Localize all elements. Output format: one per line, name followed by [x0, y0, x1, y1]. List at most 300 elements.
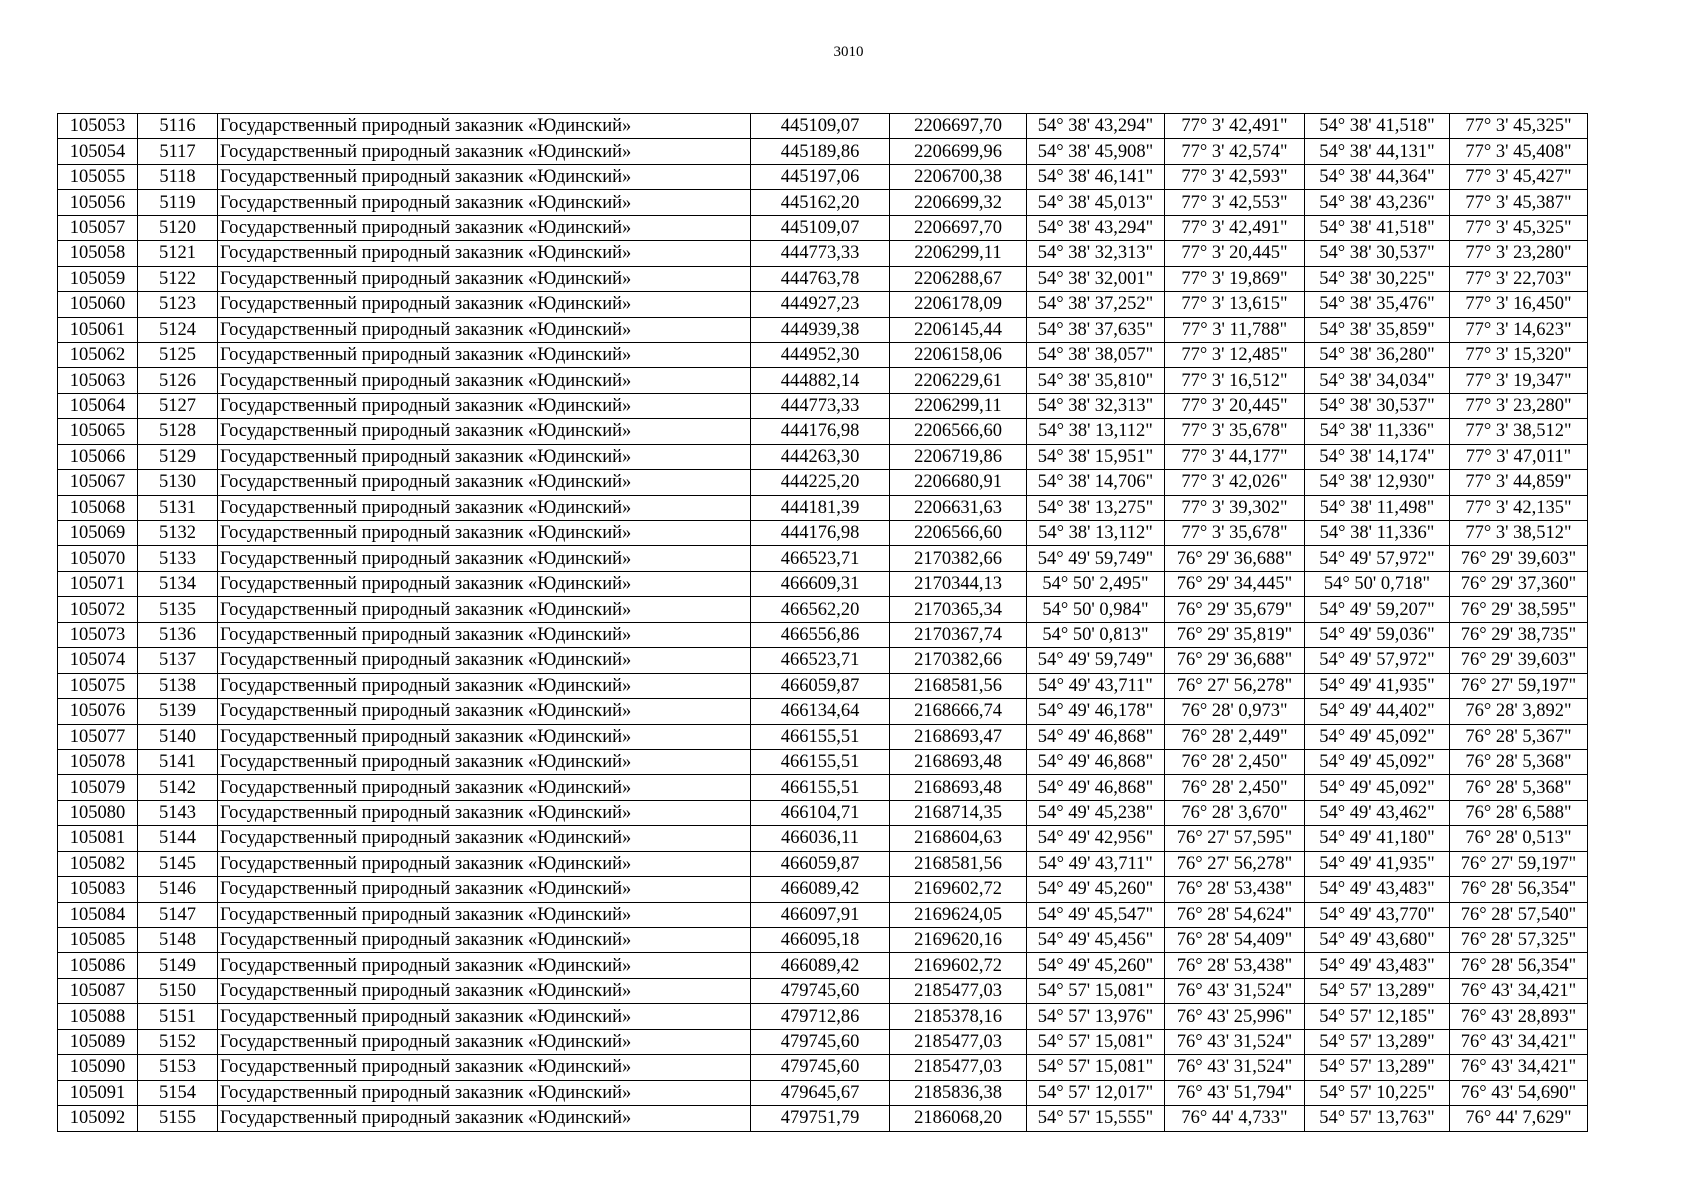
row-number-cell: 105081	[58, 826, 138, 851]
longitude-2-cell: 76° 28' 5,368"	[1450, 775, 1588, 800]
latitude-1-cell: 54° 38' 45,908"	[1027, 139, 1165, 164]
point-number-cell: 5125	[138, 342, 218, 367]
latitude-2-cell: 54° 57' 12,185"	[1305, 1004, 1450, 1029]
longitude-2-cell: 77° 3' 38,512"	[1450, 521, 1588, 546]
point-number-cell: 5136	[138, 622, 218, 647]
row-number-cell: 105082	[58, 851, 138, 876]
point-number-cell: 5135	[138, 597, 218, 622]
x-coordinate-cell: 445109,07	[751, 215, 890, 240]
object-name-cell: Государственный природный заказник «Юдинский»	[218, 775, 751, 800]
longitude-2-cell: 76° 28' 5,368"	[1450, 749, 1588, 774]
longitude-1-cell: 77° 3' 44,177"	[1165, 444, 1305, 469]
y-coordinate-cell: 2185477,03	[890, 1055, 1027, 1080]
y-coordinate-cell: 2206566,60	[890, 521, 1027, 546]
longitude-2-cell: 77° 3' 45,427"	[1450, 164, 1588, 189]
x-coordinate-cell: 479745,60	[751, 1055, 890, 1080]
point-number-cell: 5126	[138, 368, 218, 393]
row-number-cell: 105062	[58, 342, 138, 367]
x-coordinate-cell: 466556,86	[751, 622, 890, 647]
latitude-2-cell: 54° 57' 10,225"	[1305, 1080, 1450, 1105]
y-coordinate-cell: 2185378,16	[890, 1004, 1027, 1029]
table-row	[58, 978, 1588, 1003]
latitude-1-cell: 54° 38' 13,112"	[1027, 419, 1165, 444]
table-row	[58, 1029, 1588, 1054]
row-number-cell: 105078	[58, 749, 138, 774]
point-number-cell: 5122	[138, 266, 218, 291]
x-coordinate-cell: 466155,51	[751, 749, 890, 774]
y-coordinate-cell: 2206299,11	[890, 393, 1027, 418]
table-row	[58, 419, 1588, 444]
latitude-2-cell: 54° 38' 14,174"	[1305, 444, 1450, 469]
longitude-1-cell: 76° 29' 36,688"	[1165, 546, 1305, 571]
longitude-1-cell: 77° 3' 42,491"	[1165, 215, 1305, 240]
longitude-1-cell: 76° 43' 31,524"	[1165, 978, 1305, 1003]
object-name-cell: Государственный природный заказник «Юдинский»	[218, 368, 751, 393]
point-number-cell: 5151	[138, 1004, 218, 1029]
coordinates-table	[57, 113, 1588, 1132]
object-name-cell: Государственный природный заказник «Юдинский»	[218, 597, 751, 622]
longitude-2-cell: 77° 3' 45,387"	[1450, 190, 1588, 215]
object-name-cell: Государственный природный заказник «Юдинский»	[218, 877, 751, 902]
table-row	[58, 902, 1588, 927]
object-name-cell: Государственный природный заказник «Юдинский»	[218, 215, 751, 240]
point-number-cell: 5116	[138, 114, 218, 139]
object-name-cell: Государственный природный заказник «Юдинский»	[218, 521, 751, 546]
latitude-2-cell: 54° 49' 43,462"	[1305, 800, 1450, 825]
object-name-cell: Государственный природный заказник «Юдинский»	[218, 139, 751, 164]
latitude-1-cell: 54° 49' 43,711"	[1027, 673, 1165, 698]
table-row	[58, 800, 1588, 825]
row-number-cell: 105071	[58, 571, 138, 596]
longitude-2-cell: 76° 28' 57,325"	[1450, 928, 1588, 953]
latitude-1-cell: 54° 49' 45,260"	[1027, 953, 1165, 978]
latitude-1-cell: 54° 49' 46,868"	[1027, 775, 1165, 800]
point-number-cell: 5142	[138, 775, 218, 800]
longitude-2-cell: 77° 3' 23,280"	[1450, 241, 1588, 266]
latitude-2-cell: 54° 49' 45,092"	[1305, 724, 1450, 749]
longitude-1-cell: 76° 28' 3,670"	[1165, 800, 1305, 825]
latitude-2-cell: 54° 49' 43,483"	[1305, 877, 1450, 902]
y-coordinate-cell: 2185836,38	[890, 1080, 1027, 1105]
table-row	[58, 877, 1588, 902]
table-row	[58, 953, 1588, 978]
y-coordinate-cell: 2206158,06	[890, 342, 1027, 367]
object-name-cell: Государственный природный заказник «Юдинский»	[218, 724, 751, 749]
y-coordinate-cell: 2170367,74	[890, 622, 1027, 647]
latitude-1-cell: 54° 57' 15,081"	[1027, 978, 1165, 1003]
table-row	[58, 673, 1588, 698]
table-row	[58, 648, 1588, 673]
row-number-cell: 105068	[58, 495, 138, 520]
longitude-1-cell: 76° 29' 35,679"	[1165, 597, 1305, 622]
longitude-2-cell: 77° 3' 23,280"	[1450, 393, 1588, 418]
object-name-cell: Государственный природный заказник «Юдинский»	[218, 495, 751, 520]
latitude-1-cell: 54° 38' 14,706"	[1027, 470, 1165, 495]
row-number-cell: 105072	[58, 597, 138, 622]
table-row	[58, 292, 1588, 317]
longitude-1-cell: 77° 3' 13,615"	[1165, 292, 1305, 317]
longitude-2-cell: 76° 27' 59,197"	[1450, 851, 1588, 876]
row-number-cell: 105069	[58, 521, 138, 546]
longitude-1-cell: 77° 3' 42,593"	[1165, 164, 1305, 189]
latitude-1-cell: 54° 49' 43,711"	[1027, 851, 1165, 876]
point-number-cell: 5117	[138, 139, 218, 164]
point-number-cell: 5131	[138, 495, 218, 520]
y-coordinate-cell: 2168666,74	[890, 699, 1027, 724]
longitude-1-cell: 76° 28' 53,438"	[1165, 877, 1305, 902]
longitude-1-cell: 77° 3' 20,445"	[1165, 241, 1305, 266]
row-number-cell: 105056	[58, 190, 138, 215]
row-number-cell: 105089	[58, 1029, 138, 1054]
object-name-cell: Государственный природный заказник «Юдинский»	[218, 826, 751, 851]
x-coordinate-cell: 466134,64	[751, 699, 890, 724]
longitude-2-cell: 77° 3' 44,859"	[1450, 470, 1588, 495]
row-number-cell: 105053	[58, 114, 138, 139]
object-name-cell: Государственный природный заказник «Юдинский»	[218, 928, 751, 953]
latitude-1-cell: 54° 57' 15,081"	[1027, 1029, 1165, 1054]
table-row	[58, 190, 1588, 215]
object-name-cell: Государственный природный заказник «Юдинский»	[218, 1106, 751, 1131]
y-coordinate-cell: 2206719,86	[890, 444, 1027, 469]
longitude-1-cell: 76° 28' 54,409"	[1165, 928, 1305, 953]
object-name-cell: Государственный природный заказник «Юдинский»	[218, 1029, 751, 1054]
x-coordinate-cell: 479645,67	[751, 1080, 890, 1105]
latitude-1-cell: 54° 38' 38,057"	[1027, 342, 1165, 367]
x-coordinate-cell: 445162,20	[751, 190, 890, 215]
point-number-cell: 5121	[138, 241, 218, 266]
latitude-1-cell: 54° 49' 59,749"	[1027, 546, 1165, 571]
y-coordinate-cell: 2206697,70	[890, 114, 1027, 139]
latitude-2-cell: 54° 57' 13,289"	[1305, 978, 1450, 1003]
latitude-2-cell: 54° 49' 41,180"	[1305, 826, 1450, 851]
y-coordinate-cell: 2185477,03	[890, 978, 1027, 1003]
latitude-1-cell: 54° 49' 45,456"	[1027, 928, 1165, 953]
latitude-2-cell: 54° 38' 30,225"	[1305, 266, 1450, 291]
object-name-cell: Государственный природный заказник «Юдинский»	[218, 953, 751, 978]
row-number-cell: 105060	[58, 292, 138, 317]
row-number-cell: 105080	[58, 800, 138, 825]
longitude-1-cell: 76° 27' 56,278"	[1165, 673, 1305, 698]
object-name-cell: Государственный природный заказник «Юдинский»	[218, 978, 751, 1003]
longitude-1-cell: 76° 44' 4,733"	[1165, 1106, 1305, 1131]
latitude-1-cell: 54° 38' 46,141"	[1027, 164, 1165, 189]
table-row	[58, 749, 1588, 774]
latitude-1-cell: 54° 38' 35,810"	[1027, 368, 1165, 393]
row-number-cell: 105085	[58, 928, 138, 953]
point-number-cell: 5118	[138, 164, 218, 189]
object-name-cell: Государственный природный заказник «Юдинский»	[218, 164, 751, 189]
longitude-2-cell: 76° 29' 39,603"	[1450, 546, 1588, 571]
latitude-1-cell: 54° 49' 46,868"	[1027, 724, 1165, 749]
latitude-1-cell: 54° 38' 32,313"	[1027, 393, 1165, 418]
page-number: 3010	[833, 44, 864, 60]
longitude-1-cell: 77° 3' 35,678"	[1165, 521, 1305, 546]
latitude-2-cell: 54° 38' 34,034"	[1305, 368, 1450, 393]
row-number-cell: 105079	[58, 775, 138, 800]
object-name-cell: Государственный природный заказник «Юдинский»	[218, 1004, 751, 1029]
y-coordinate-cell: 2206288,67	[890, 266, 1027, 291]
longitude-2-cell: 76° 43' 34,421"	[1450, 978, 1588, 1003]
row-number-cell: 105088	[58, 1004, 138, 1029]
latitude-2-cell: 54° 57' 13,763"	[1305, 1106, 1450, 1131]
x-coordinate-cell: 444952,30	[751, 342, 890, 367]
row-number-cell: 105065	[58, 419, 138, 444]
point-number-cell: 5145	[138, 851, 218, 876]
point-number-cell: 5149	[138, 953, 218, 978]
latitude-1-cell: 54° 38' 15,951"	[1027, 444, 1165, 469]
longitude-2-cell: 77° 3' 47,011"	[1450, 444, 1588, 469]
longitude-1-cell: 77° 3' 19,869"	[1165, 266, 1305, 291]
longitude-1-cell: 76° 43' 51,794"	[1165, 1080, 1305, 1105]
object-name-cell: Государственный природный заказник «Юдинский»	[218, 902, 751, 927]
x-coordinate-cell: 466059,87	[751, 673, 890, 698]
point-number-cell: 5143	[138, 800, 218, 825]
row-number-cell: 105064	[58, 393, 138, 418]
object-name-cell: Государственный природный заказник «Юдинский»	[218, 241, 751, 266]
longitude-1-cell: 76° 27' 57,595"	[1165, 826, 1305, 851]
table-row	[58, 851, 1588, 876]
point-number-cell: 5155	[138, 1106, 218, 1131]
x-coordinate-cell: 466089,42	[751, 953, 890, 978]
point-number-cell: 5138	[138, 673, 218, 698]
latitude-2-cell: 54° 38' 30,537"	[1305, 241, 1450, 266]
point-number-cell: 5153	[138, 1055, 218, 1080]
longitude-1-cell: 76° 29' 34,445"	[1165, 571, 1305, 596]
table-row	[58, 1004, 1588, 1029]
object-name-cell: Государственный природный заказник «Юдинский»	[218, 1080, 751, 1105]
longitude-2-cell: 76° 44' 7,629"	[1450, 1106, 1588, 1131]
row-number-cell: 105077	[58, 724, 138, 749]
longitude-2-cell: 76° 28' 56,354"	[1450, 877, 1588, 902]
point-number-cell: 5130	[138, 470, 218, 495]
x-coordinate-cell: 466089,42	[751, 877, 890, 902]
point-number-cell: 5124	[138, 317, 218, 342]
latitude-1-cell: 54° 38' 45,013"	[1027, 190, 1165, 215]
table-row	[58, 1055, 1588, 1080]
object-name-cell: Государственный природный заказник «Юдинский»	[218, 419, 751, 444]
x-coordinate-cell: 479745,60	[751, 1029, 890, 1054]
longitude-2-cell: 76° 43' 34,421"	[1450, 1029, 1588, 1054]
table-row	[58, 164, 1588, 189]
point-number-cell: 5148	[138, 928, 218, 953]
row-number-cell: 105057	[58, 215, 138, 240]
latitude-2-cell: 54° 38' 12,930"	[1305, 470, 1450, 495]
latitude-2-cell: 54° 38' 44,364"	[1305, 164, 1450, 189]
object-name-cell: Государственный природный заказник «Юдинский»	[218, 190, 751, 215]
x-coordinate-cell: 445197,06	[751, 164, 890, 189]
x-coordinate-cell: 479751,79	[751, 1106, 890, 1131]
row-number-cell: 105067	[58, 470, 138, 495]
object-name-cell: Государственный природный заказник «Юдинский»	[218, 1055, 751, 1080]
latitude-2-cell: 54° 38' 11,336"	[1305, 521, 1450, 546]
table-row	[58, 393, 1588, 418]
longitude-2-cell: 77° 3' 15,320"	[1450, 342, 1588, 367]
y-coordinate-cell: 2168714,35	[890, 800, 1027, 825]
table-row	[58, 928, 1588, 953]
object-name-cell: Государственный природный заказник «Юдинский»	[218, 622, 751, 647]
table-row	[58, 444, 1588, 469]
y-coordinate-cell: 2170382,66	[890, 648, 1027, 673]
object-name-cell: Государственный природный заказник «Юдинский»	[218, 673, 751, 698]
table-row	[58, 495, 1588, 520]
object-name-cell: Государственный природный заказник «Юдинский»	[218, 546, 751, 571]
y-coordinate-cell: 2206700,38	[890, 164, 1027, 189]
x-coordinate-cell: 444263,30	[751, 444, 890, 469]
latitude-1-cell: 54° 57' 15,555"	[1027, 1106, 1165, 1131]
point-number-cell: 5146	[138, 877, 218, 902]
latitude-2-cell: 54° 49' 45,092"	[1305, 749, 1450, 774]
y-coordinate-cell: 2169620,16	[890, 928, 1027, 953]
table-row	[58, 521, 1588, 546]
latitude-2-cell: 54° 49' 41,935"	[1305, 851, 1450, 876]
latitude-1-cell: 54° 50' 0,813"	[1027, 622, 1165, 647]
longitude-2-cell: 77° 3' 38,512"	[1450, 419, 1588, 444]
longitude-1-cell: 77° 3' 39,302"	[1165, 495, 1305, 520]
point-number-cell: 5137	[138, 648, 218, 673]
longitude-2-cell: 76° 28' 57,540"	[1450, 902, 1588, 927]
latitude-1-cell: 54° 49' 45,238"	[1027, 800, 1165, 825]
x-coordinate-cell: 466562,20	[751, 597, 890, 622]
y-coordinate-cell: 2206145,44	[890, 317, 1027, 342]
x-coordinate-cell: 444882,14	[751, 368, 890, 393]
longitude-1-cell: 76° 43' 31,524"	[1165, 1055, 1305, 1080]
x-coordinate-cell: 466097,91	[751, 902, 890, 927]
longitude-2-cell: 77° 3' 14,623"	[1450, 317, 1588, 342]
y-coordinate-cell: 2206566,60	[890, 419, 1027, 444]
object-name-cell: Государственный природный заказник «Юдинский»	[218, 571, 751, 596]
longitude-1-cell: 76° 43' 25,996"	[1165, 1004, 1305, 1029]
row-number-cell: 105092	[58, 1106, 138, 1131]
longitude-2-cell: 76° 28' 5,367"	[1450, 724, 1588, 749]
latitude-2-cell: 54° 38' 30,537"	[1305, 393, 1450, 418]
point-number-cell: 5141	[138, 749, 218, 774]
table-row	[58, 342, 1588, 367]
table-row	[58, 699, 1588, 724]
object-name-cell: Государственный природный заказник «Юдинский»	[218, 699, 751, 724]
row-number-cell: 105063	[58, 368, 138, 393]
object-name-cell: Государственный природный заказник «Юдинский»	[218, 851, 751, 876]
y-coordinate-cell: 2206631,63	[890, 495, 1027, 520]
longitude-2-cell: 77° 3' 42,135"	[1450, 495, 1588, 520]
point-number-cell: 5152	[138, 1029, 218, 1054]
row-number-cell: 105070	[58, 546, 138, 571]
longitude-1-cell: 76° 28' 0,973"	[1165, 699, 1305, 724]
latitude-2-cell: 54° 57' 13,289"	[1305, 1055, 1450, 1080]
row-number-cell: 105054	[58, 139, 138, 164]
table-row	[58, 546, 1588, 571]
point-number-cell: 5120	[138, 215, 218, 240]
x-coordinate-cell: 444176,98	[751, 419, 890, 444]
latitude-2-cell: 54° 38' 44,131"	[1305, 139, 1450, 164]
latitude-2-cell: 54° 38' 41,518"	[1305, 114, 1450, 139]
row-number-cell: 105074	[58, 648, 138, 673]
y-coordinate-cell: 2169602,72	[890, 877, 1027, 902]
longitude-1-cell: 77° 3' 42,574"	[1165, 139, 1305, 164]
latitude-2-cell: 54° 49' 59,207"	[1305, 597, 1450, 622]
longitude-2-cell: 77° 3' 19,347"	[1450, 368, 1588, 393]
longitude-1-cell: 76° 27' 56,278"	[1165, 851, 1305, 876]
x-coordinate-cell: 445189,86	[751, 139, 890, 164]
table-row	[58, 317, 1588, 342]
y-coordinate-cell: 2185477,03	[890, 1029, 1027, 1054]
y-coordinate-cell: 2168581,56	[890, 673, 1027, 698]
y-coordinate-cell: 2186068,20	[890, 1106, 1027, 1131]
longitude-2-cell: 76° 28' 0,513"	[1450, 826, 1588, 851]
table-row	[58, 266, 1588, 291]
object-name-cell: Государственный природный заказник «Юдинский»	[218, 114, 751, 139]
row-number-cell: 105075	[58, 673, 138, 698]
longitude-1-cell: 76° 28' 2,450"	[1165, 775, 1305, 800]
longitude-2-cell: 76° 29' 38,735"	[1450, 622, 1588, 647]
table-row	[58, 470, 1588, 495]
object-name-cell: Государственный природный заказник «Юдинский»	[218, 292, 751, 317]
x-coordinate-cell: 479745,60	[751, 978, 890, 1003]
y-coordinate-cell: 2170382,66	[890, 546, 1027, 571]
row-number-cell: 105090	[58, 1055, 138, 1080]
point-number-cell: 5129	[138, 444, 218, 469]
longitude-1-cell: 77° 3' 35,678"	[1165, 419, 1305, 444]
object-name-cell: Государственный природный заказник «Юдинский»	[218, 470, 751, 495]
y-coordinate-cell: 2168581,56	[890, 851, 1027, 876]
latitude-1-cell: 54° 57' 13,976"	[1027, 1004, 1165, 1029]
point-number-cell: 5140	[138, 724, 218, 749]
object-name-cell: Государственный природный заказник «Юдинский»	[218, 317, 751, 342]
object-name-cell: Государственный природный заказник «Юдинский»	[218, 800, 751, 825]
latitude-1-cell: 54° 38' 43,294"	[1027, 215, 1165, 240]
longitude-1-cell: 77° 3' 42,026"	[1165, 470, 1305, 495]
longitude-1-cell: 77° 3' 11,788"	[1165, 317, 1305, 342]
longitude-1-cell: 77° 3' 42,553"	[1165, 190, 1305, 215]
row-number-cell: 105073	[58, 622, 138, 647]
latitude-1-cell: 54° 49' 45,260"	[1027, 877, 1165, 902]
longitude-1-cell: 76° 28' 2,450"	[1165, 749, 1305, 774]
table-row	[58, 139, 1588, 164]
point-number-cell: 5134	[138, 571, 218, 596]
longitude-2-cell: 77° 3' 45,408"	[1450, 139, 1588, 164]
longitude-1-cell: 77° 3' 16,512"	[1165, 368, 1305, 393]
point-number-cell: 5150	[138, 978, 218, 1003]
row-number-cell: 105087	[58, 978, 138, 1003]
latitude-2-cell: 54° 38' 35,859"	[1305, 317, 1450, 342]
point-number-cell: 5147	[138, 902, 218, 927]
object-name-cell: Государственный природный заказник «Юдинский»	[218, 393, 751, 418]
x-coordinate-cell: 444773,33	[751, 393, 890, 418]
x-coordinate-cell: 445109,07	[751, 114, 890, 139]
point-number-cell: 5133	[138, 546, 218, 571]
table-row	[58, 724, 1588, 749]
longitude-1-cell: 76° 29' 36,688"	[1165, 648, 1305, 673]
latitude-2-cell: 54° 38' 43,236"	[1305, 190, 1450, 215]
latitude-1-cell: 54° 49' 59,749"	[1027, 648, 1165, 673]
y-coordinate-cell: 2169602,72	[890, 953, 1027, 978]
y-coordinate-cell: 2170344,13	[890, 571, 1027, 596]
x-coordinate-cell: 444773,33	[751, 241, 890, 266]
latitude-2-cell: 54° 49' 43,770"	[1305, 902, 1450, 927]
latitude-2-cell: 54° 49' 44,402"	[1305, 699, 1450, 724]
longitude-2-cell: 76° 28' 3,892"	[1450, 699, 1588, 724]
y-coordinate-cell: 2206699,96	[890, 139, 1027, 164]
x-coordinate-cell: 466155,51	[751, 775, 890, 800]
x-coordinate-cell: 466609,31	[751, 571, 890, 596]
longitude-2-cell: 76° 43' 28,893"	[1450, 1004, 1588, 1029]
x-coordinate-cell: 479712,86	[751, 1004, 890, 1029]
latitude-2-cell: 54° 49' 45,092"	[1305, 775, 1450, 800]
x-coordinate-cell: 466523,71	[751, 648, 890, 673]
latitude-2-cell: 54° 38' 11,336"	[1305, 419, 1450, 444]
latitude-2-cell: 54° 38' 36,280"	[1305, 342, 1450, 367]
longitude-2-cell: 76° 28' 56,354"	[1450, 953, 1588, 978]
point-number-cell: 5119	[138, 190, 218, 215]
